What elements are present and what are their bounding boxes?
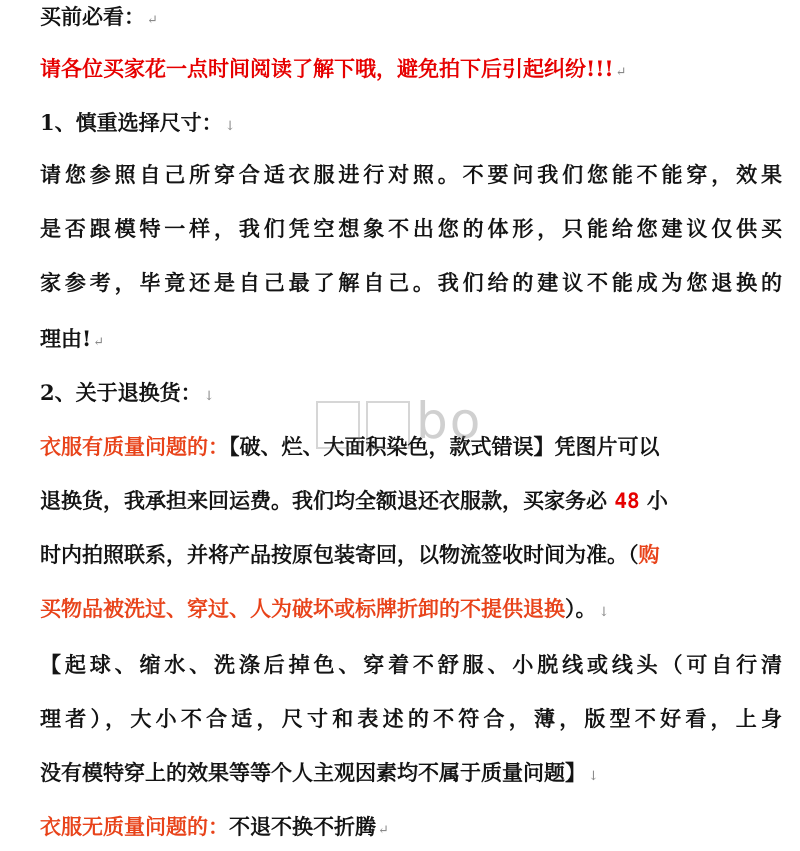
quality-line-2-end: 小 — [646, 488, 668, 513]
warning-line — [40, 54, 782, 88]
title-text: 买前必看： — [40, 4, 145, 29]
no-quality-label: 衣服无质量问题的： — [40, 814, 229, 839]
nonquality-line-2: 理者），大小不合适，尺寸和表述的不符合，薄，版型不好看，上身 — [40, 706, 782, 731]
nonquality-line-1: 【起球、缩水、洗涤后掉色、穿着不舒服、小脱线或线头（可自行清 — [40, 652, 782, 677]
watermark — [316, 392, 482, 450]
paragraph-mark-icon: ↓ — [588, 769, 599, 784]
watermark-box-icon — [366, 401, 410, 449]
paragraph-mark-icon: ↵ — [615, 65, 627, 80]
quality-items: 【破、烂、大面积染色，款式错误】凭图片可以 — [229, 434, 660, 459]
quality-line-2-text: 退换货，我承担来回运费。我们均全额退还衣服款，买家务必 — [40, 488, 607, 513]
no-quality-line — [40, 812, 782, 846]
page-title — [40, 2, 782, 36]
paragraph-mark-icon: ↵ — [93, 335, 105, 350]
quality-line-3 — [40, 540, 782, 570]
quality-label: 衣服有质量问题的： — [40, 434, 229, 459]
paragraph-mark-icon: ↓ — [224, 119, 236, 134]
section1-heading — [40, 108, 782, 142]
quality-line-3-text: 时内拍照联系，并将产品按原包装寄回，以物流签收时间为准。（ — [40, 542, 639, 567]
paragraph-mark-icon: ↵ — [378, 823, 389, 838]
hours-number: 48 — [614, 489, 640, 513]
section1-line-4-text: 理由! — [40, 326, 92, 351]
warning-text: 请各位买家花一点时间阅读了解下哦，避免拍下后引起纠纷!!! — [40, 56, 614, 81]
watermark-box-icon — [316, 401, 360, 449]
section1-heading-text: 1、慎重选择尺寸： — [40, 110, 223, 135]
quality-line-3-red: 购 — [638, 542, 660, 567]
quality-line-2 — [40, 486, 782, 516]
paragraph-mark-icon: ↓ — [203, 389, 215, 404]
section1-line-3: 家参考，毕竟还是自己最了解自己。我们给的建议不能成为您退换的 — [40, 270, 782, 295]
section1-line-1: 请您参照自己所穿合适衣服进行对照。不要问我们您能不能穿，效果 — [40, 162, 782, 187]
section2-heading-text: 2、关于退换货： — [40, 380, 202, 405]
no-quality-text: 不退不换不折腾 — [229, 814, 376, 839]
section1-line-4 — [40, 324, 782, 358]
section1-line-2: 是否跟模特一样，我们凭空想象不出您的体形，只能给您建议仅供买 — [40, 216, 782, 241]
paragraph-mark-icon: ↓ — [598, 605, 610, 620]
watermark-text: bo — [416, 392, 483, 450]
nonquality-line-3-text: 没有模特穿上的效果等等个人主观因素均不属于质量问题】 — [40, 760, 586, 785]
paragraph-mark-icon: ↵ — [147, 13, 158, 28]
nonquality-line-3 — [40, 758, 782, 792]
quality-line-4 — [40, 594, 782, 628]
no-return-conditions: 买物品被洗过、穿过、人为破坏或标牌折卸的不提供退换 — [40, 596, 565, 621]
quality-line-4-end: ）。 — [565, 596, 597, 621]
